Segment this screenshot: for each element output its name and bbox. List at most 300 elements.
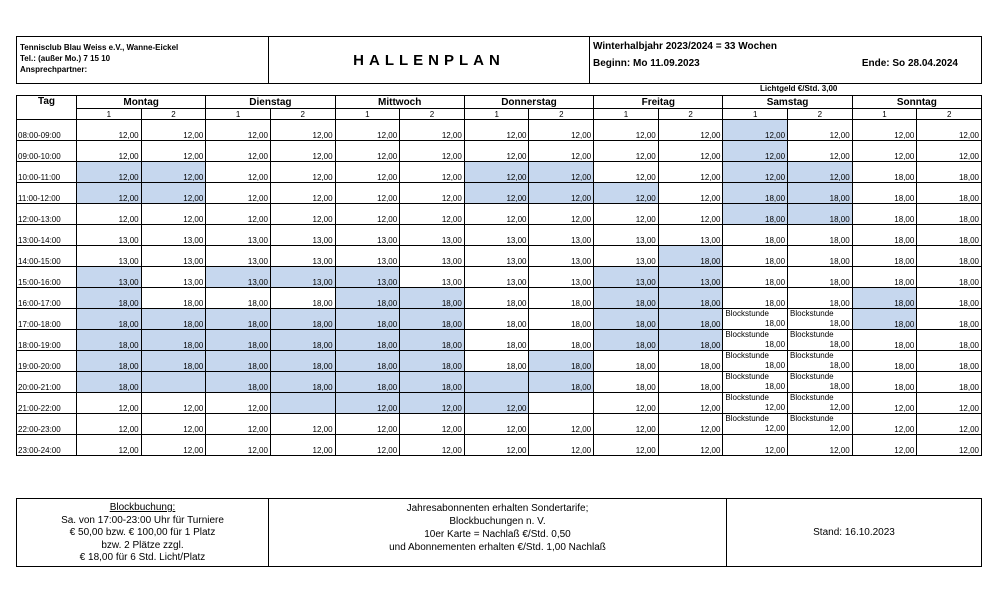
time-slot: 20:00-21:00 (17, 372, 77, 393)
price-cell: 18,00 (917, 267, 982, 288)
price-cell: 12,00 (917, 141, 982, 162)
block-line: € 50,00 bzw. € 100,00 für 1 Platz (69, 527, 216, 538)
price-cell: 12,00 (77, 162, 142, 183)
info-line: Blockbuchungen n. V. (449, 516, 546, 527)
court-number: 1 (723, 109, 788, 120)
price-value: 12,00 (765, 403, 786, 412)
tag-header: Tag (17, 96, 77, 120)
day-header: Freitag (594, 96, 723, 109)
price-cell: 12,00 (77, 183, 142, 204)
price-cell: 18,00 (658, 288, 723, 309)
price-cell: 18,00 (852, 246, 917, 267)
price-cell: 18,00 (723, 183, 788, 204)
price-cell: 12,00 (400, 141, 465, 162)
time-slot: 11:00-12:00 (17, 183, 77, 204)
price-cell: 12,00 (270, 204, 335, 225)
block-line: bzw. 2 Plätze zzgl. (101, 539, 184, 551)
price-value: 18,00 (765, 361, 786, 370)
price-cell: 12,00 (270, 120, 335, 141)
price-cell: 18,00 (658, 309, 723, 330)
table-row (17, 414, 982, 435)
price-cell: 18,00 (77, 288, 142, 309)
time-slot: 12:00-13:00 (17, 204, 77, 225)
price-cell (723, 393, 788, 414)
price-cell: 13,00 (77, 267, 142, 288)
price-cell: 12,00 (77, 435, 142, 456)
price-cell: 18,00 (788, 183, 853, 204)
price-cell: 18,00 (658, 351, 723, 372)
price-cell: 13,00 (400, 267, 465, 288)
price-cell: 12,00 (788, 435, 853, 456)
price-cell: 18,00 (917, 330, 982, 351)
price-cell: 18,00 (400, 351, 465, 372)
court-number: 2 (917, 109, 982, 120)
price-cell: 13,00 (658, 225, 723, 246)
time-slot: 09:00-10:00 (17, 141, 77, 162)
price-cell (788, 372, 853, 393)
price-cell: 13,00 (270, 225, 335, 246)
price-cell (788, 393, 853, 414)
price-cell: 18,00 (529, 309, 594, 330)
time-slot: 18:00-19:00 (17, 330, 77, 351)
price-cell: 18,00 (464, 288, 529, 309)
price-cell: 18,00 (852, 204, 917, 225)
price-cell: 12,00 (270, 435, 335, 456)
info-line: Jahresabonnenten erhalten Sondertarife; (406, 503, 589, 514)
price-cell: 13,00 (529, 225, 594, 246)
price-cell (788, 309, 853, 330)
block-booking-box (16, 498, 269, 567)
price-cell: 12,00 (206, 414, 271, 435)
price-cell: 12,00 (917, 393, 982, 414)
block-label: Blockstunde (790, 309, 834, 318)
price-cell: 12,00 (335, 204, 400, 225)
price-cell: 18,00 (270, 309, 335, 330)
title-box (268, 36, 590, 84)
price-cell: 12,00 (723, 435, 788, 456)
price-cell: 12,00 (141, 141, 206, 162)
price-cell: 18,00 (917, 225, 982, 246)
time-slot: 19:00-20:00 (17, 351, 77, 372)
price-cell: 12,00 (206, 393, 271, 414)
table-row (17, 372, 982, 393)
price-cell: 12,00 (852, 141, 917, 162)
time-slot: 15:00-16:00 (17, 267, 77, 288)
price-cell: 18,00 (529, 372, 594, 393)
price-cell: 12,00 (464, 204, 529, 225)
block-line: Sa. von 17:00-23:00 Uhr für Turniere (61, 514, 224, 526)
price-cell: 18,00 (594, 330, 659, 351)
price-cell: 13,00 (464, 267, 529, 288)
price-cell: 18,00 (852, 330, 917, 351)
info-line: und Abonnementen erhalten €/Std. 1,00 Nachlaß (389, 542, 606, 553)
end-date: Ende: So 28.04.2024 (861, 58, 958, 69)
price-cell: 12,00 (529, 435, 594, 456)
price-cell: 12,00 (464, 162, 529, 183)
price-cell: 12,00 (335, 393, 400, 414)
price-cell: 12,00 (464, 435, 529, 456)
court-number: 2 (270, 109, 335, 120)
table-row (17, 309, 982, 330)
price-cell: 12,00 (77, 393, 142, 414)
court-number: 1 (464, 109, 529, 120)
price-cell: 12,00 (852, 120, 917, 141)
price-cell: 18,00 (206, 372, 271, 393)
price-cell: 18,00 (852, 225, 917, 246)
price-cell: 12,00 (658, 141, 723, 162)
court-number: 2 (141, 109, 206, 120)
price-cell: 12,00 (788, 162, 853, 183)
price-cell: 12,00 (658, 435, 723, 456)
block-label: Blockstunde (725, 330, 769, 339)
price-cell: 12,00 (658, 414, 723, 435)
price-value: 18,00 (829, 382, 850, 391)
day-header: Mittwoch (335, 96, 464, 109)
price-cell (723, 414, 788, 435)
price-cell: 12,00 (206, 204, 271, 225)
price-cell: 12,00 (658, 162, 723, 183)
club-info-box (16, 36, 269, 84)
price-cell: 13,00 (658, 267, 723, 288)
price-cell: 18,00 (270, 351, 335, 372)
price-cell: 18,00 (206, 330, 271, 351)
price-cell: 12,00 (400, 120, 465, 141)
price-cell (723, 330, 788, 351)
price-value: 18,00 (765, 319, 786, 328)
table-row (17, 330, 982, 351)
price-cell (529, 393, 594, 414)
price-cell: 12,00 (270, 141, 335, 162)
court-number: 2 (400, 109, 465, 120)
price-cell: 12,00 (270, 162, 335, 183)
table-row (17, 183, 982, 204)
block-label: Blockstunde (725, 414, 769, 423)
price-cell: 12,00 (206, 120, 271, 141)
stand-box (726, 498, 982, 567)
price-cell: 18,00 (594, 309, 659, 330)
club-name: Tennisclub Blau Weiss e.V., Wanne-Eickel (20, 43, 179, 52)
price-value: 12,00 (829, 403, 850, 412)
price-cell: 12,00 (594, 183, 659, 204)
price-cell: 12,00 (788, 120, 853, 141)
price-cell: 18,00 (917, 183, 982, 204)
price-cell (788, 414, 853, 435)
time-slot: 16:00-17:00 (17, 288, 77, 309)
price-cell: 13,00 (594, 246, 659, 267)
table-row (17, 225, 982, 246)
block-label: Blockstunde (790, 414, 834, 423)
court-number: 1 (852, 109, 917, 120)
court-number: 1 (594, 109, 659, 120)
price-cell: 13,00 (270, 267, 335, 288)
price-cell: 18,00 (917, 246, 982, 267)
contact-label: Ansprechpartner: (20, 65, 88, 74)
block-label: Blockstunde (725, 351, 769, 360)
table-row (17, 246, 982, 267)
table-row (17, 141, 982, 162)
price-cell: 12,00 (335, 141, 400, 162)
price-cell: 18,00 (77, 330, 142, 351)
price-cell: 12,00 (529, 414, 594, 435)
price-cell: 18,00 (658, 330, 723, 351)
price-cell: 18,00 (529, 288, 594, 309)
price-cell: 18,00 (852, 183, 917, 204)
price-cell: 12,00 (335, 414, 400, 435)
price-cell: 12,00 (917, 435, 982, 456)
court-number: 2 (529, 109, 594, 120)
price-cell: 18,00 (529, 330, 594, 351)
day-header: Montag (77, 96, 206, 109)
price-cell (788, 351, 853, 372)
price-cell: 12,00 (464, 120, 529, 141)
price-cell: 18,00 (335, 288, 400, 309)
price-cell: 13,00 (335, 246, 400, 267)
price-cell: 12,00 (723, 141, 788, 162)
price-value: 18,00 (829, 361, 850, 370)
price-cell: 18,00 (77, 351, 142, 372)
price-cell: 12,00 (141, 183, 206, 204)
price-cell: 12,00 (594, 414, 659, 435)
price-cell: 12,00 (594, 435, 659, 456)
price-cell: 12,00 (658, 120, 723, 141)
price-cell (723, 372, 788, 393)
price-cell: 13,00 (77, 246, 142, 267)
price-cell: 12,00 (141, 393, 206, 414)
light-fee: Lichtgeld €/Std. 3,00 (760, 84, 838, 93)
block-label: Blockstunde (790, 330, 834, 339)
block-label: Blockstunde (725, 372, 769, 381)
price-cell: 18,00 (141, 309, 206, 330)
price-cell: 18,00 (206, 288, 271, 309)
price-cell: 12,00 (529, 141, 594, 162)
price-value: 18,00 (765, 382, 786, 391)
price-cell: 12,00 (400, 435, 465, 456)
price-cell: 12,00 (723, 120, 788, 141)
price-cell: 12,00 (658, 204, 723, 225)
price-cell: 12,00 (77, 414, 142, 435)
price-cell: 13,00 (335, 267, 400, 288)
price-cell: 18,00 (270, 288, 335, 309)
price-cell: 18,00 (917, 309, 982, 330)
price-cell: 18,00 (852, 351, 917, 372)
price-cell: 12,00 (206, 435, 271, 456)
time-slot: 10:00-11:00 (17, 162, 77, 183)
price-cell: 18,00 (658, 246, 723, 267)
price-cell: 12,00 (141, 204, 206, 225)
price-cell (270, 393, 335, 414)
court-number: 2 (788, 109, 853, 120)
price-cell: 12,00 (852, 414, 917, 435)
price-cell: 18,00 (852, 309, 917, 330)
time-slot: 22:00-23:00 (17, 414, 77, 435)
table-row (17, 393, 982, 414)
price-cell: 18,00 (464, 309, 529, 330)
price-cell: 18,00 (852, 162, 917, 183)
price-cell: 18,00 (594, 372, 659, 393)
season-label: Winterhalbjahr 2023/2024 = 33 Wochen (593, 41, 777, 52)
tariff-info-box (268, 498, 727, 567)
price-cell: 12,00 (206, 162, 271, 183)
price-cell: 18,00 (141, 351, 206, 372)
price-cell: 12,00 (594, 141, 659, 162)
price-cell: 18,00 (917, 372, 982, 393)
price-cell: 13,00 (206, 246, 271, 267)
price-cell: 12,00 (464, 393, 529, 414)
price-cell: 18,00 (335, 330, 400, 351)
block-label: Blockstunde (790, 393, 834, 402)
price-cell: 12,00 (400, 414, 465, 435)
price-cell: 18,00 (788, 246, 853, 267)
price-cell: 18,00 (206, 351, 271, 372)
price-cell: 13,00 (594, 267, 659, 288)
table-row (17, 162, 982, 183)
price-cell: 18,00 (917, 162, 982, 183)
price-cell: 18,00 (723, 225, 788, 246)
price-cell: 13,00 (141, 246, 206, 267)
price-cell: 13,00 (464, 246, 529, 267)
price-cell: 12,00 (335, 435, 400, 456)
price-cell: 12,00 (529, 120, 594, 141)
price-cell: 12,00 (529, 204, 594, 225)
price-cell: 12,00 (529, 183, 594, 204)
price-cell: 12,00 (400, 393, 465, 414)
table-row (17, 267, 982, 288)
price-cell: 12,00 (852, 393, 917, 414)
price-cell: 12,00 (141, 120, 206, 141)
block-line: € 18,00 für 6 Std. Licht/Platz (79, 552, 206, 563)
price-cell: 18,00 (594, 351, 659, 372)
price-value: 18,00 (765, 340, 786, 349)
price-cell: 18,00 (335, 309, 400, 330)
price-cell: 18,00 (400, 372, 465, 393)
price-cell: 12,00 (400, 183, 465, 204)
price-cell: 12,00 (206, 141, 271, 162)
price-value: 18,00 (829, 319, 850, 328)
price-cell: 12,00 (464, 414, 529, 435)
price-cell: 13,00 (335, 225, 400, 246)
season-box (589, 36, 982, 84)
court-number: 1 (335, 109, 400, 120)
price-cell: 18,00 (529, 351, 594, 372)
time-slot: 13:00-14:00 (17, 225, 77, 246)
info-line: 10er Karte = Nachlaß €/Std. 0,50 (424, 529, 571, 540)
price-cell: 18,00 (788, 288, 853, 309)
price-cell: 12,00 (400, 162, 465, 183)
begin-date: Beginn: Mo 11.09.2023 (593, 58, 700, 69)
price-cell: 12,00 (77, 204, 142, 225)
price-cell: 13,00 (529, 246, 594, 267)
stand-date: Stand: 16.10.2023 (813, 527, 895, 538)
price-cell (141, 372, 206, 393)
price-cell: 12,00 (77, 120, 142, 141)
price-cell: 18,00 (852, 372, 917, 393)
price-cell: 12,00 (141, 414, 206, 435)
price-cell (723, 309, 788, 330)
time-slot: 23:00-24:00 (17, 435, 77, 456)
day-header-row (17, 96, 982, 109)
price-cell: 12,00 (141, 435, 206, 456)
price-value: 18,00 (829, 340, 850, 349)
price-cell: 12,00 (77, 141, 142, 162)
price-cell: 18,00 (464, 351, 529, 372)
price-cell: 18,00 (723, 288, 788, 309)
day-header: Samstag (723, 96, 852, 109)
time-slot: 08:00-09:00 (17, 120, 77, 141)
price-cell: 18,00 (270, 372, 335, 393)
price-value: 12,00 (829, 424, 850, 433)
day-header: Donnerstag (464, 96, 593, 109)
table-row (17, 288, 982, 309)
price-cell: 12,00 (658, 183, 723, 204)
price-cell: 12,00 (270, 414, 335, 435)
price-cell: 18,00 (723, 204, 788, 225)
block-booking-title: Blockbuchung: (109, 502, 176, 513)
price-cell: 18,00 (852, 267, 917, 288)
court-number: 2 (658, 109, 723, 120)
price-cell: 12,00 (594, 162, 659, 183)
price-cell: 13,00 (141, 225, 206, 246)
price-cell: 12,00 (464, 141, 529, 162)
price-cell: 13,00 (400, 225, 465, 246)
day-header: Sonntag (852, 96, 981, 109)
price-cell: 18,00 (400, 309, 465, 330)
price-cell: 12,00 (335, 120, 400, 141)
price-cell: 12,00 (335, 183, 400, 204)
price-cell: 18,00 (141, 330, 206, 351)
price-cell: 18,00 (77, 309, 142, 330)
block-label: Blockstunde (725, 393, 769, 402)
time-slot: 21:00-22:00 (17, 393, 77, 414)
time-slot: 14:00-15:00 (17, 246, 77, 267)
price-cell: 12,00 (206, 183, 271, 204)
price-cell: 18,00 (917, 351, 982, 372)
price-cell: 18,00 (335, 351, 400, 372)
price-cell (723, 351, 788, 372)
price-cell: 18,00 (658, 372, 723, 393)
court-number: 1 (77, 109, 142, 120)
price-cell (788, 330, 853, 351)
price-cell: 12,00 (400, 204, 465, 225)
price-cell: 12,00 (658, 393, 723, 414)
club-phone: Tel.: (außer Mo.) 7 15 10 (20, 54, 111, 63)
price-cell: 18,00 (917, 204, 982, 225)
price-cell: 18,00 (270, 330, 335, 351)
table-row (17, 120, 982, 141)
court-header-row (17, 109, 982, 120)
price-cell: 13,00 (206, 267, 271, 288)
price-cell: 13,00 (270, 246, 335, 267)
price-cell: 13,00 (529, 267, 594, 288)
price-cell: 12,00 (852, 435, 917, 456)
price-value: 12,00 (765, 424, 786, 433)
price-cell: 18,00 (788, 204, 853, 225)
time-slot: 17:00-18:00 (17, 309, 77, 330)
price-cell: 18,00 (723, 246, 788, 267)
price-cell: 18,00 (594, 288, 659, 309)
price-cell: 12,00 (335, 162, 400, 183)
block-label: Blockstunde (725, 309, 769, 318)
price-cell: 12,00 (788, 141, 853, 162)
price-cell: 18,00 (852, 288, 917, 309)
block-label: Blockstunde (790, 351, 834, 360)
price-cell: 18,00 (335, 372, 400, 393)
price-cell: 18,00 (206, 309, 271, 330)
court-number: 1 (206, 109, 271, 120)
price-cell: 12,00 (529, 162, 594, 183)
price-cell: 13,00 (400, 246, 465, 267)
price-cell: 12,00 (464, 183, 529, 204)
page-title: HALLENPLAN (353, 51, 505, 69)
